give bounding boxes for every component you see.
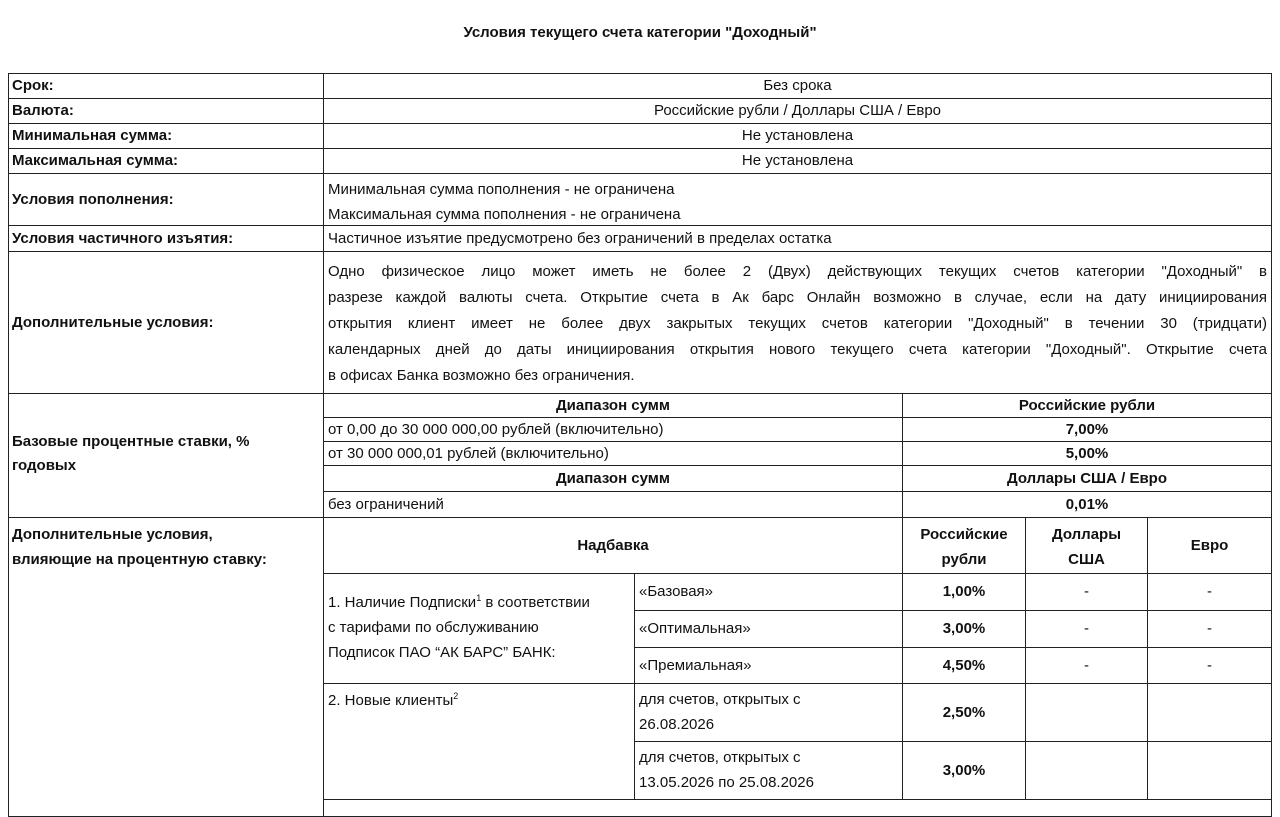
value-additional — [323, 251, 1272, 394]
tier-name-3: «Премиальная» — [634, 647, 903, 684]
value-topup — [323, 173, 1272, 226]
label-max-sum: Максимальная сумма: — [8, 148, 324, 174]
tier-rub-1: 1,00% — [902, 573, 1026, 611]
new-row-1-line-1: для счетов, открытых с — [639, 691, 801, 708]
page-title: Условия текущего счета категории "Доходный" — [463, 24, 817, 41]
footnote-2: 2 — [453, 691, 459, 701]
subscription-label — [323, 573, 635, 684]
label-additional: Дополнительные условия: — [8, 251, 324, 394]
tier-eur-1: - — [1147, 573, 1272, 611]
label-topup: Условия пополнения: — [8, 173, 324, 226]
label-bonus — [8, 517, 324, 817]
tier-eur-3: - — [1147, 647, 1272, 684]
base-rub-range-1: от 0,00 до 30 000 000,00 рублей (включительно) — [323, 417, 903, 442]
base-range-header-2: Диапазон сумм — [323, 465, 903, 492]
tier-rub-3: 4,50% — [902, 647, 1026, 684]
footnote-1: 1 — [476, 593, 482, 603]
bonus-col-usd-1: Доллары — [1051, 526, 1122, 543]
topup-line-1: Минимальная сумма пополнения - не ограничена — [328, 181, 675, 198]
bonus-col-rub-2: рубли — [941, 551, 987, 568]
new-row-2-rub: 3,00% — [902, 741, 1026, 800]
label-term: Срок: — [8, 73, 324, 99]
bonus-col-eur: Евро — [1147, 517, 1272, 574]
additional-line: календарных дней до даты инициирования открытия нового текущего счета категории "Доходный". Открытие счета — [328, 341, 1267, 358]
additional-line: Одно физическое лицо может иметь не более 2 (Двух) действующих текущих счетов категории "Доходный" в — [328, 263, 1267, 280]
subscription-line-2: с тарифами по обслуживанию — [328, 619, 539, 636]
new-row-2-eur — [1147, 741, 1272, 800]
new-row-2-usd — [1025, 741, 1148, 800]
bonus-label-2: влияющие на процентную ставку: — [12, 551, 267, 568]
tier-name-1: «Базовая» — [634, 573, 903, 611]
subscription-line-1: 1. Наличие Подписки$^1$ в соответствии — [328, 593, 590, 611]
new-row-1-eur — [1147, 683, 1272, 742]
value-withdrawal: Частичное изъятие предусмотрено без ограничений в пределах остатка — [323, 225, 1272, 252]
topup-line-2: Максимальная сумма пополнения - не ограничена — [328, 206, 681, 223]
base-range-header: Диапазон сумм — [323, 393, 903, 418]
bonus-label-1: Дополнительные условия, — [12, 526, 213, 543]
label-withdrawal: Условия частичного изъятия: — [8, 225, 324, 252]
additional-line: разрезе каждой валюты счета. Открытие счета в Ак барс Онлайн возможно в случае, если на дату инициирования — [328, 289, 1267, 306]
new-row-2-line-2: 13.05.2026 по 25.08.2026 — [639, 774, 814, 791]
base-fx-range-1: без ограничений — [323, 491, 903, 518]
new-row-2-text — [634, 741, 903, 800]
base-rates-label-2: годовых — [12, 457, 77, 474]
value-term: Без срока — [323, 73, 1272, 99]
base-fx-header: Доллары США / Евро — [902, 465, 1272, 492]
new-row-1-line-2: 26.08.2026 — [639, 716, 715, 733]
new-row-1-rub: 2,50% — [902, 683, 1026, 742]
base-rub-rate-2: 5,00% — [902, 441, 1272, 466]
new-row-2-line-1: для счетов, открытых с — [639, 749, 801, 766]
tier-usd-2: - — [1025, 610, 1148, 648]
bonus-col-rub-1: Российские — [920, 526, 1008, 543]
tier-eur-2: - — [1147, 610, 1272, 648]
bonus-header: Надбавка — [323, 517, 903, 574]
tier-name-2: «Оптимальная» — [634, 610, 903, 648]
subscription-line-3: Подписок ПАО “АК БАРС” БАНК: — [328, 644, 556, 661]
additional-line: открытия клиент имеет не более двух закрытых текущих счетов категории "Доходный" в течении 30 (тридцати) — [328, 315, 1267, 332]
base-fx-rate-1: 0,01% — [902, 491, 1272, 518]
new-row-1-text — [634, 683, 903, 742]
base-rub-rate-1: 7,00% — [902, 417, 1272, 442]
label-base-rates — [8, 393, 324, 518]
base-rub-range-2: от 30 000 000,01 рублей (включительно) — [323, 441, 903, 466]
label-min-sum: Минимальная сумма: — [8, 123, 324, 149]
base-rates-label-1: Базовые процентные ставки, % — [12, 433, 250, 450]
value-currency: Российские рубли / Доллары США / Евро — [323, 98, 1272, 124]
tier-usd-3: - — [1025, 647, 1148, 684]
label-currency: Валюта: — [8, 98, 324, 124]
bonus-col-usd-2: США — [1068, 551, 1105, 568]
value-max-sum: Не установлена — [323, 148, 1272, 174]
additional-line: в офисах Банка возможно без ограничения. — [328, 367, 635, 384]
new-clients-label: 2. Новые клиенты$^2$ — [323, 683, 635, 800]
new-row-1-usd — [1025, 683, 1148, 742]
tier-usd-1: - — [1025, 573, 1148, 611]
value-min-sum: Не установлена — [323, 123, 1272, 149]
bonus-col-usd — [1025, 517, 1148, 574]
base-rub-header: Российские рубли — [902, 393, 1272, 418]
tier-rub-2: 3,00% — [902, 610, 1026, 648]
bonus-col-rub — [902, 517, 1026, 574]
